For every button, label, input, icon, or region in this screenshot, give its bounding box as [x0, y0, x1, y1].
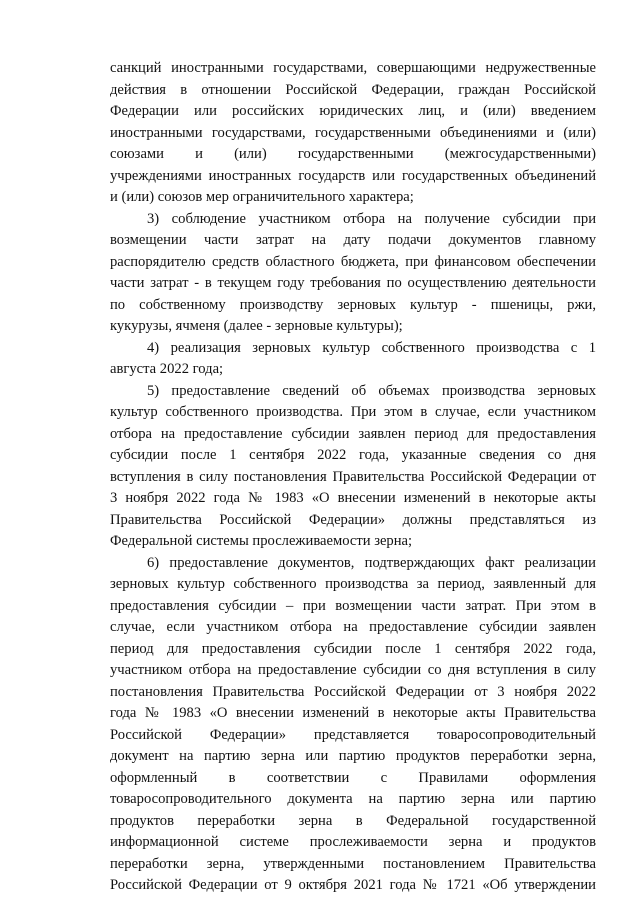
text-line: отбора на предоставление субсидии заявлен период для предоставления	[110, 425, 596, 442]
text-line: продуктов переработки зерна в Федеральной государственной	[110, 812, 596, 829]
text-line: товаросопроводительного документа на партию зерна или партию	[110, 791, 596, 807]
text-line: культур собственного производства. При этом в случае, если участником	[110, 404, 596, 420]
text-line: 4) реализация зерновых культур собственного производства с 1	[147, 339, 596, 356]
text-line: информационной системе прослеживаемости зерна и продуктов	[110, 834, 596, 850]
text-line: санкций иностранными государствами, совершающими недружественные	[110, 60, 596, 76]
text-line: переработки зерна, утвержденными постановлением Правительства	[110, 855, 596, 872]
text-line: Правительства Российской Федерации» должны представляться из	[110, 511, 596, 528]
text-line: Федеральной системы прослеживаемости зерна;	[110, 533, 413, 549]
text-line: учреждениями иностранных государств или государственных объединений	[110, 167, 596, 184]
text-line: кукурузы, ячменя (далее - зерновые культуры);	[110, 318, 403, 334]
text-line: распорядителю средств областного бюджета, при финансовом обеспечении	[110, 253, 596, 270]
text-line: Федерации или российских юридических лиц, и (или) введением	[110, 103, 596, 119]
text-line: 3 ноября 2022 года № 1983 «О внесении изменений в некоторые акты	[110, 490, 596, 506]
text-line: вступления в силу постановления Правительства Российской Федерации от	[110, 468, 596, 485]
text-line: случае, если участником отбора на предоставление субсидии заявлен	[110, 619, 596, 635]
text-line: зерновых культур собственного производства за период, заявленный для	[110, 576, 596, 592]
text-line: Российской Федерации» представляется товаросопроводительный	[110, 726, 596, 743]
text-line: части затрат - в текущем году требования по осуществлению деятельности	[110, 275, 596, 291]
text-line: постановления Правительства Российской Федерации от 3 ноября 2022	[110, 683, 596, 700]
text-line: 5) предоставление сведений об объемах производства зерновых	[147, 382, 596, 399]
text-line: союзами и (или) государственными (межгосударственными)	[110, 146, 596, 162]
text-line: 6) предоставление документов, подтверждающих факт реализации	[147, 554, 596, 571]
text-line: документ на партию зерна или партию продуктов переработки зерна,	[110, 748, 596, 764]
document-body	[110, 58, 596, 897]
text-line: Российской Федерации от 9 октября 2021 года № 1721 «Об утверждении	[110, 877, 596, 893]
text-line: иностранными государствами, государственными объединениями и (или)	[110, 124, 596, 141]
text-line: 3) соблюдение участником отбора на получение субсидии при	[147, 210, 596, 227]
text-line: период для предоставления субсидии после 1 сентября 2022 года,	[110, 640, 596, 657]
text-line: действия в отношении Российской Федерации, граждан Российской	[110, 81, 596, 98]
text-line: возмещении части затрат на дату подачи документов главному	[110, 232, 596, 248]
text-line: участником отбора на предоставление субсидии со дня вступления в силу	[110, 662, 596, 678]
text-line: оформленный в соответствии с Правилами оформления	[110, 769, 596, 786]
text-line: и (или) союзов мер ограничительного характера;	[110, 189, 414, 205]
text-line: субсидии после 1 сентября 2022 года, указанные сведения со дня	[110, 447, 596, 463]
text-line: предоставления субсидии – при возмещении части затрат. При этом в	[110, 597, 596, 614]
text-line: года № 1983 «О внесении изменений в некоторые акты Правительства	[110, 705, 596, 721]
text-line: августа 2022 года;	[110, 361, 224, 377]
text-line: по собственному производству зерновых культур - пшеницы, ржи,	[110, 296, 596, 313]
